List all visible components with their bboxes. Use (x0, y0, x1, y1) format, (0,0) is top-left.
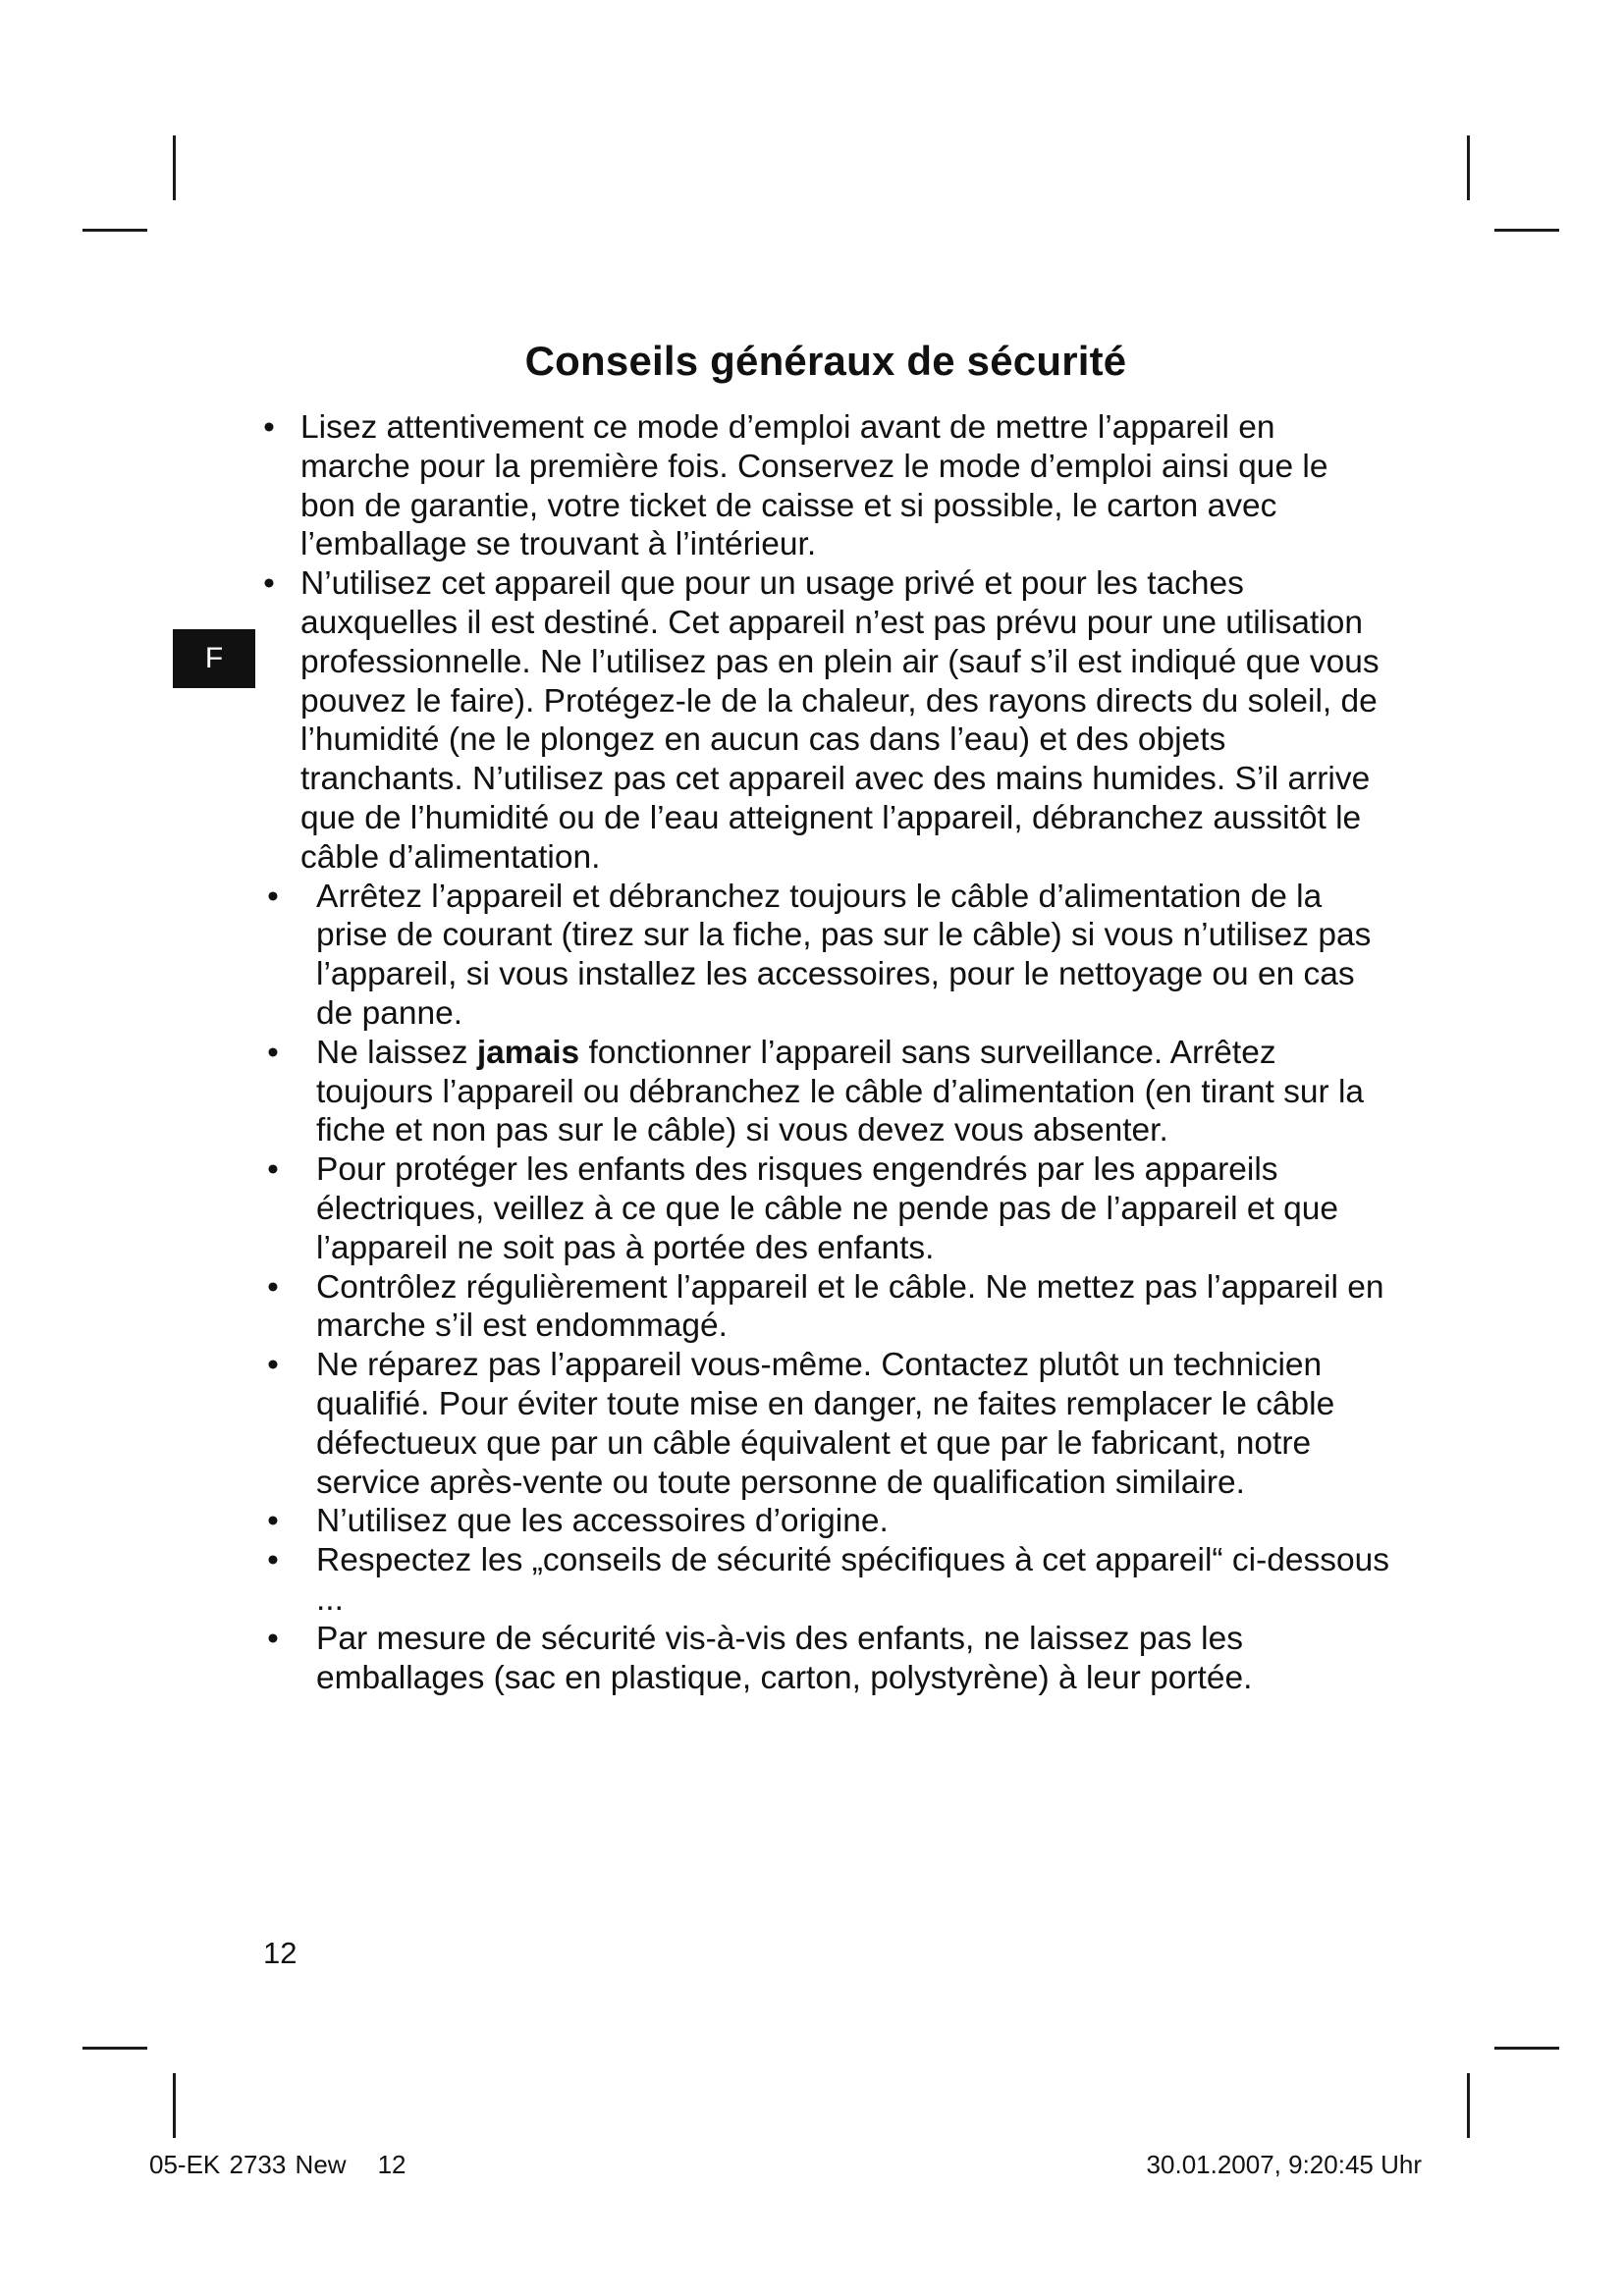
footer-page: 12 (377, 2150, 406, 2179)
language-tab (173, 629, 255, 688)
footer-file-name: 05-EK 2733 New (149, 2150, 347, 2179)
crop-mark-bottom-left-vertical (173, 2073, 176, 2138)
crop-mark-top-right-vertical (1467, 135, 1470, 200)
crop-mark-bottom-right-vertical (1467, 2073, 1470, 2138)
list-item (261, 408, 1390, 564)
safety-list (261, 408, 1390, 1697)
crop-mark-top-left-horizontal (82, 229, 147, 232)
list-item-text: N’utilisez cet appareil que pour un usage privé et pour les taches auxquelles il est destiné. Cet appareil n’est pas prévu pour une utilisation professionnelle. Ne l’utilisez pas en plein air (sauf s’il est indiqué que vous pouvez le faire). Protégez-le de la chaleur, des rayons directs du soleil, de l’humidité (ne le plongez en aucun cas dans l’eau) et des objets tranchants. N’utilisez pas cet appareil avec des mains humides. S’il arrive que de l’humidité ou de l’eau atteignent l’appareil, débranchez aussitôt le câble d’alimentation. (300, 565, 1380, 876)
emphasis-never: jamais (476, 1034, 580, 1071)
list-item (261, 1150, 1390, 1267)
list-item-text: Par mesure de sécurité vis-à-vis des enfants, ne laissez pas les emballages (sac en plastique, carton, polystyrène) à leur portée. (316, 1620, 1253, 1696)
bullet: • (267, 1542, 279, 1579)
list-item (261, 1541, 1390, 1620)
bullet: • (267, 1347, 279, 1384)
list-item (261, 878, 1390, 1034)
page-number: 12 (263, 1936, 298, 1970)
list-item-text: N’utilisez que les accessoires d’origine. (316, 1503, 889, 1540)
crop-mark-bottom-right-horizontal (1494, 2047, 1559, 2050)
list-item-text (316, 1034, 1390, 1150)
list-item (261, 1268, 1390, 1347)
crop-mark-top-right-horizontal (1494, 229, 1559, 232)
bullet: • (267, 878, 279, 915)
language-tab-label: F (204, 642, 224, 674)
print-footer-file (149, 2150, 406, 2180)
list-item-text-after: fonctionner l’appareil sans surveillance. Arrêtez toujours l’appareil ou débranchez le câble d’alimentation (en tirant sur la fiche et non pas sur le câble) si vous devez vous absenter. (316, 1034, 1365, 1149)
bullet: • (267, 1620, 279, 1657)
bullet: • (263, 409, 275, 446)
list-item-text: Respectez les „conseils de sécurité spécifiques à cet appareil“ ci-dessous ... (316, 1542, 1390, 1618)
list-item (261, 564, 1390, 877)
crop-mark-top-left-vertical (173, 135, 176, 200)
bullet: • (263, 565, 275, 603)
list-item-text: Pour protéger les enfants des risques engendrés par les appareils électriques, veillez à ce que le câble ne pende pas de l’appareil et que l’appareil ne soit pas à portée des enfants. (316, 1151, 1339, 1266)
list-item-text: Lisez attentivement ce mode d’emploi avant de mettre l’appareil en marche pour la première fois. Conservez le mode d’emploi ainsi que le bon de garantie, votre ticket de caisse et si possible, le carton avec l’emballage se trouvant à l’intérieur. (300, 409, 1328, 563)
list-item-text: Contrôlez régulièrement l’appareil et le câble. Ne mettez pas l’appareil en marche s’il est endommagé. (316, 1268, 1384, 1345)
bullet: • (267, 1034, 279, 1071)
crop-mark-bottom-left-horizontal (82, 2047, 147, 2050)
list-item (261, 1346, 1390, 1502)
list-item (261, 1620, 1390, 1698)
bullet: • (267, 1503, 279, 1540)
list-item (261, 1502, 1390, 1541)
list-item-text-before: Ne laissez (316, 1034, 477, 1071)
list-item-text: Ne réparez pas l’appareil vous-même. Contactez plutôt un technicien qualifié. Pour éviter toute mise en danger, ne faites remplacer le câble défectueux que par un câble équivalent et que par le fabricant, notre service après-vente ou toute personne de qualification similaire. (316, 1347, 1335, 1501)
list-item (261, 1034, 1390, 1150)
bullet: • (267, 1268, 279, 1306)
bullet: • (267, 1151, 279, 1189)
print-footer-timestamp: 30.01.2007, 9:20:45 Uhr (1146, 2150, 1422, 2179)
page-title: Conseils généraux de sécurité (524, 338, 1127, 384)
list-item-text: Arrêtez l’appareil et débranchez toujours le câble d’alimentation de la prise de courant (tirez sur la fiche, pas sur le câble) si vous n’utilisez pas l’appareil, si vous installez les accessoires, pour le nettoyage ou en cas de panne. (316, 878, 1372, 1032)
